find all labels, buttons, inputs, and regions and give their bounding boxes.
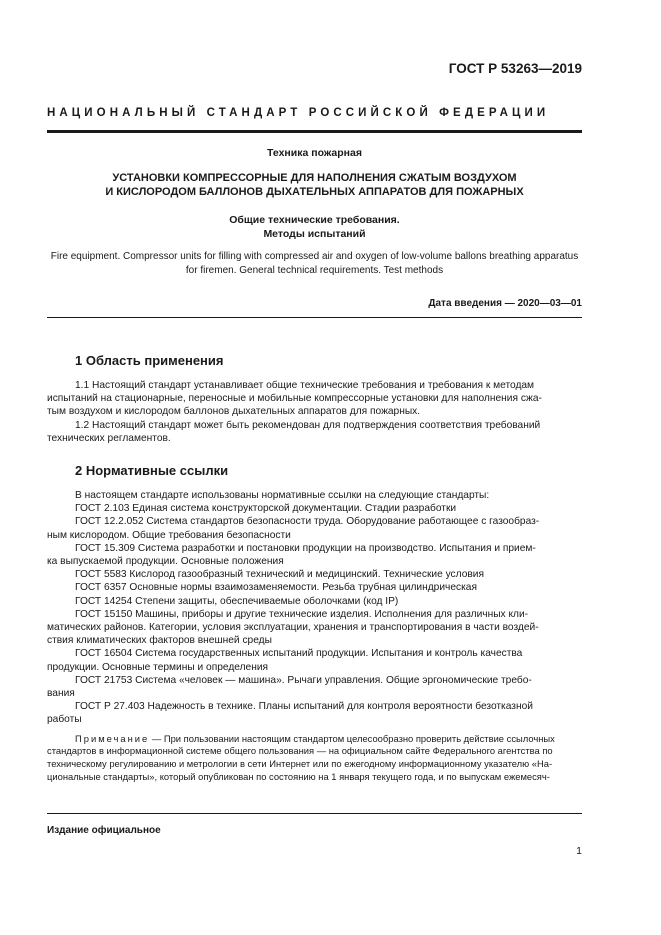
reference-line: ГОСТ 5583 Кислород газообразный технический и медицинский. Технические условия: [75, 569, 484, 581]
paragraph-line: 1.1 Настоящий стандарт устанавливает общие технические требования и требования к методам: [75, 380, 535, 391]
paragraph-line: технических регламентов.: [47, 432, 171, 444]
reference-line: ГОСТ 6357 Основные нормы взаимозаменяемости. Резьба трубная цилиндрическая: [75, 582, 477, 594]
introduction-date: Дата введения — 2020—03—01: [428, 298, 582, 309]
document-title: [47, 171, 582, 199]
subject: Техника пожарная: [267, 147, 362, 159]
note-label: Примечание: [75, 732, 150, 744]
reference-line: вания: [47, 688, 75, 700]
national-standard-banner: НАЦИОНАЛЬНЫЙ СТАНДАРТ РОССИЙСКОЙ ФЕДЕРАЦИИ: [47, 107, 550, 119]
header-rule: [47, 130, 582, 133]
document-subtitle: [47, 213, 582, 241]
page-number: 1: [576, 845, 582, 857]
paragraph-line: тым воздухом и кислородом баллонов дыхательных аппаратов для пожарных.: [47, 406, 421, 418]
reference-line: ГОСТ 14254 Степени защиты, обеспечиваемые оболочками (код IP): [75, 595, 399, 607]
date-rule: [47, 317, 582, 318]
paragraph-line: испытаний на стационарные, переносные и мобильные компрессорные установки для наполнения сжа-: [47, 393, 542, 405]
note-line: циональные стандарты», который опубликован по состоянию на 1 января текущего года, и по выпускам ежемесяч-: [47, 771, 550, 783]
reference-line: ствия климатических факторов внешней среды: [47, 635, 272, 647]
note-line: техническому регулированию и метрологии в сети Интернет или по ежегодному информационному указателю «На-: [47, 758, 553, 770]
section-1-body: [47, 379, 582, 445]
reference-line: ГОСТ 15150 Машины, приборы и другие технические изделия. Исполнения для различных кли-: [75, 608, 529, 620]
reference-line: ка выпускаемой продукции. Основные положения: [47, 556, 284, 568]
official-edition-label: Издание официальное: [47, 825, 161, 836]
reference-line: ГОСТ 21753 Система «человек — машина». Рычаги управления. Общие эргономические требо-: [75, 674, 532, 686]
english-title: [47, 250, 582, 278]
reference-line: ГОСТ 16504 Система государственных испытаний продукции. Испытания и контроль качества: [75, 648, 523, 660]
subtitle-line: Общие технические требования.: [229, 214, 400, 226]
title-line: И КИСЛОРОДОМ БАЛЛОНОВ ДЫХАТЕЛЬНЫХ АППАРАТОВ ДЛЯ ПОЖАРНЫХ: [105, 186, 524, 198]
section-1-heading: 1 Область применения: [75, 353, 224, 368]
reference-line: ГОСТ 12.2.052 Система стандартов безопасности труда. Оборудование работающее с газообраз-: [75, 516, 540, 528]
reference-line: ным кислородом. Общие требования безопасности: [47, 529, 291, 541]
section-2-body: [47, 489, 582, 784]
reference-line: продукции. Основные термины и определения: [47, 661, 269, 673]
reference-line: ГОСТ 15.309 Система разработки и постановки продукции на производство. Испытания и прием-: [75, 542, 536, 554]
references-intro: В настоящем стандарте использованы нормативные ссылки на следующие стандарты:: [75, 490, 490, 501]
note-first-line: [47, 733, 582, 746]
reference-line: работы: [47, 714, 82, 726]
gost-code: ГОСТ Р 53263—2019: [448, 61, 582, 76]
note-text: — При пользовании настоящим стандартом целесообразно проверить действие ссылочных: [149, 732, 555, 744]
note: [47, 733, 582, 784]
reference-line: ГОСТ 2.103 Единая система конструкторской документации. Стадии разработки: [75, 503, 457, 515]
paragraph-line: 1.2 Настоящий стандарт может быть рекомендован для подтверждения соответствия требований: [75, 419, 541, 431]
note-line: стандартов в информационной системе общего пользования — на официальном сайте Федерального агентства по: [47, 745, 553, 757]
section-2-heading: 2 Нормативные ссылки: [75, 463, 229, 478]
english-title-line: Fire equipment. Compressor units for filling with compressed air and oxygen of low-volume ballons breathing apparatus: [50, 251, 579, 262]
footer-rule: [47, 813, 582, 814]
reference-line: матических районов. Категории, условия эксплуатации, хранения и транспортирования в части воздей-: [47, 622, 539, 634]
title-line: УСТАНОВКИ КОМПРЕССОРНЫЕ ДЛЯ НАПОЛНЕНИЯ СЖАТЫМ ВОЗДУХОМ: [112, 172, 517, 184]
english-title-line: for firemen. General technical requirements. Test methods: [185, 265, 444, 276]
subtitle-line: Методы испытаний: [263, 228, 366, 240]
reference-line: ГОСТ Р 27.403 Надежность в технике. Планы испытаний для контроля вероятности безотказной: [75, 701, 533, 713]
